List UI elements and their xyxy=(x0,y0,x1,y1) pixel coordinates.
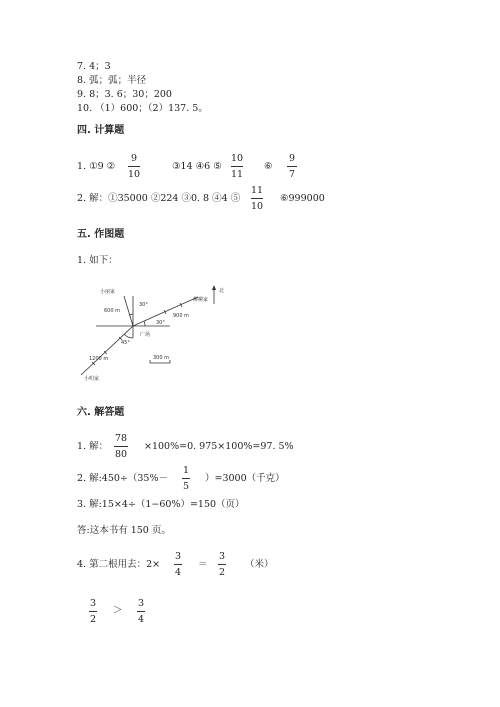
north-label: 北 xyxy=(219,288,225,294)
angle-arc-right xyxy=(144,321,145,326)
s5-q1: 1. 如下： xyxy=(77,255,118,266)
numerator: 3 xyxy=(218,551,226,562)
s4-q2-prefix: 2. 解：①35000 ②224 ③0. 8 ④4 ⑤ xyxy=(77,193,241,204)
denominator: 5 xyxy=(182,480,190,492)
angle-bottom-label: 45° xyxy=(121,340,130,346)
section-6-title: 六. 解答题 xyxy=(77,407,125,418)
center-label: 广场 xyxy=(140,332,151,338)
numerator: 78 xyxy=(114,433,128,444)
path-to-xiaoli xyxy=(124,296,133,326)
s6-q4-equals: ＝ xyxy=(198,559,208,570)
denominator: 2 xyxy=(218,566,226,578)
numerator: 9 xyxy=(130,153,138,164)
s6-q2-suffix: ）=3000（千克） xyxy=(205,473,285,484)
answer-8: 8. 弧；弧；半径 xyxy=(77,75,147,86)
denominator: 11 xyxy=(230,168,244,180)
numerator: 11 xyxy=(250,185,264,196)
numerator: 9 xyxy=(288,153,296,164)
angle-right-label: 30° xyxy=(156,320,165,326)
denominator: 7 xyxy=(288,168,296,180)
path-to-xiaoming xyxy=(81,326,133,375)
denominator: 10 xyxy=(127,168,141,180)
compare-fraction-2 xyxy=(137,599,145,624)
s6-q3-answer: 答:这本书有 150 页。 xyxy=(77,525,171,536)
denominator: 2 xyxy=(89,613,97,625)
s6-q4-suffix: （米） xyxy=(245,559,274,570)
s6-q1-fraction xyxy=(114,434,128,459)
section-4-title: 四. 计算题 xyxy=(77,125,125,136)
north-arrow-head xyxy=(212,285,216,290)
s4-q1-prefix: 1. ①9 ② xyxy=(77,161,116,172)
s6-q1-suffix: ×100%=0. 975×100%=97. 5% xyxy=(144,441,294,452)
fraction-bar xyxy=(137,611,145,612)
xiaoming-label: 小明家 xyxy=(84,376,100,382)
s6-q1-prefix: 1. 解： xyxy=(77,441,109,452)
compare-operator: ＞ xyxy=(113,605,123,616)
numerator: 10 xyxy=(230,153,244,164)
xiaoli-label: 小丽家 xyxy=(100,289,116,295)
fraction-bar xyxy=(114,446,128,447)
answer-7: 7. 4；3 xyxy=(77,61,111,72)
angle-top-label: 30° xyxy=(139,302,148,308)
fraction-bar xyxy=(182,478,190,479)
s6-q4-fraction-1 xyxy=(174,552,182,577)
numerator: 1 xyxy=(182,465,190,476)
denominator: 80 xyxy=(114,448,128,460)
fraction-bar xyxy=(89,611,97,612)
denominator: 4 xyxy=(174,566,182,578)
xiaoming-distance: 1200 m xyxy=(89,356,109,362)
wanzhao-label: 柳柳家 xyxy=(193,297,209,303)
xiaoli-distance: 600 m xyxy=(104,308,121,314)
scale-label: 300 m xyxy=(153,355,170,361)
answer-10: 10. （1）600；（2）137. 5。 xyxy=(77,103,208,114)
s6-q2-prefix: 2. 解:450÷（35%－ xyxy=(77,473,168,484)
s6-q4-prefix: 4. 第二根用去：2× xyxy=(77,559,161,570)
denominator: 4 xyxy=(137,613,145,625)
s4-q1-mid2: ⑥ xyxy=(264,161,273,172)
fraction-bar xyxy=(218,564,226,565)
compare-fraction-1 xyxy=(89,599,97,624)
s4-q2-suffix: ⑥999000 xyxy=(280,193,325,204)
fraction-bar xyxy=(174,564,182,565)
s6-q2-fraction xyxy=(182,466,190,491)
numerator: 3 xyxy=(89,598,97,609)
wanzhao-distance: 900 m xyxy=(173,313,190,319)
s6-q3: 3. 解:15×4÷（1−60%）=150（页） xyxy=(77,499,245,510)
section-5-title: 五. 作图题 xyxy=(77,229,125,240)
angle-arc-bottom xyxy=(124,334,133,338)
s4-q1-mid: ③14 ④6 ⑤ xyxy=(172,161,222,172)
answer-9: 9. 8；3. 6；30；200 xyxy=(77,89,172,100)
s6-q4-fraction-2 xyxy=(218,552,226,577)
numerator: 3 xyxy=(174,551,182,562)
denominator: 10 xyxy=(250,200,264,212)
numerator: 3 xyxy=(137,598,145,609)
